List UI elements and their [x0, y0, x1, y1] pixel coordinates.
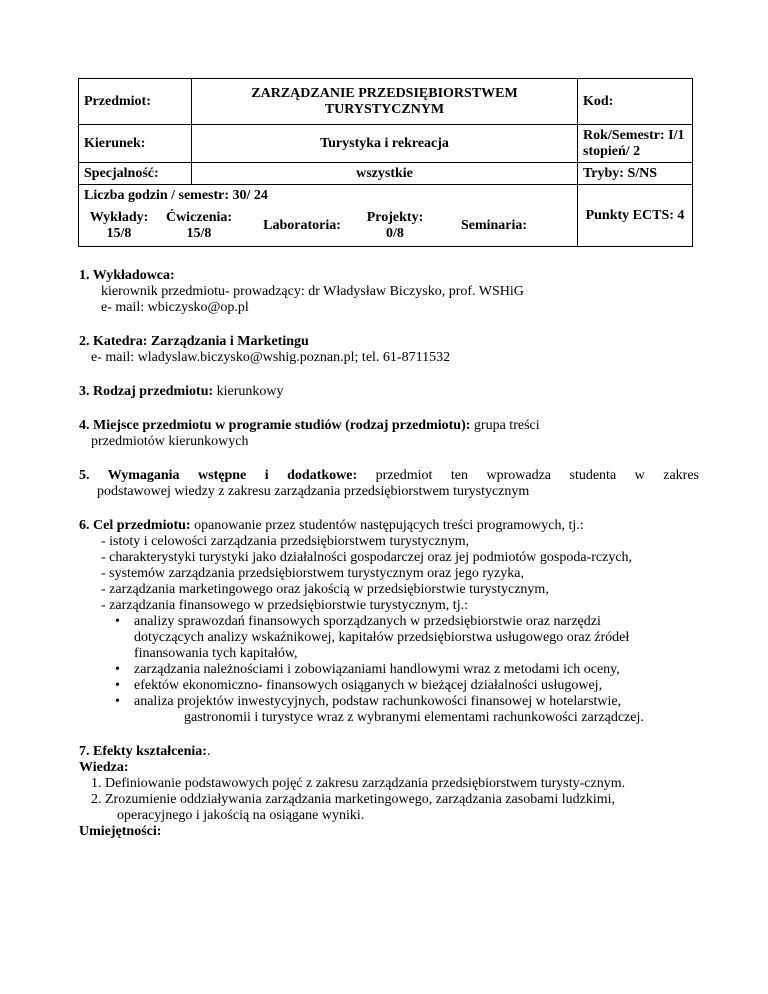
section-1-title: 1. Wykładowca:: [79, 268, 175, 283]
section-3-rodzaj: [79, 384, 699, 400]
bullet-icon: •: [115, 694, 120, 709]
section-6-title: 6. Cel przedmiotu:: [79, 518, 191, 533]
section-2-title: 2. Katedra: Zarządzania i Marketingu: [79, 334, 309, 349]
projekty-block: [361, 210, 429, 242]
ects-points: Punkty ECTS: 4: [578, 185, 693, 247]
wyklady-label: Wykłady:: [89, 210, 149, 226]
section-6-item: - charakterystyki turystyki jako działalności gospodarczej oraz jej podmiotów gospoda-rczych,: [101, 550, 633, 565]
projekty-label: Projekty:: [366, 210, 424, 226]
section-5-line2: podstawowej wiedzy z zakresu zarządzania przedsiębiorstwem turystycznym: [97, 484, 530, 499]
section-5-title: 5. Wymagania wstępne i dodatkowe:: [79, 468, 358, 483]
rok-semestr-line2: stopień/ 2: [583, 143, 641, 159]
section-7-umiejetnosci: Umiejętności:: [79, 824, 162, 839]
section-6-item: - zarządzania marketingowego oraz jakością w przedsiębiorstwie turystycznym,: [101, 582, 549, 597]
section-5-text: przedmiot ten wprowadza studenta w zakres: [357, 468, 700, 483]
section-6-bullet: [79, 662, 699, 678]
section-1-line2: e- mail: wbiczysko@op.pl: [101, 300, 249, 315]
wyklady-block: [83, 210, 155, 242]
bullet-icon: •: [115, 614, 120, 629]
section-5-wymagania: [79, 468, 699, 500]
przedmiot-label: Przedmiot:: [79, 79, 192, 125]
hours-breakdown: [79, 207, 578, 247]
section-6-item: - zarządzania finansowego w przedsiębiorstwie turystycznym, tj.:: [101, 598, 468, 613]
section-2-katedra: [79, 334, 699, 366]
section-6-bullet: [79, 678, 699, 694]
liczba-godzin: Liczba godzin / semestr: 30/ 24: [79, 185, 578, 207]
section-2-line1: e- mail: wladyslaw.biczysko@wshig.poznan.pl; tel. 61-8711532: [91, 350, 451, 365]
projekty-value: 0/8: [386, 226, 404, 242]
section-7-item: 1. Definiowanie podstawowych pojęć z zakresu zarządzania przedsiębiorstwem turysty-cznym.: [91, 776, 626, 791]
section-4-title: 4. Miejsce przedmiotu w programie studiów (rodzaj przedmiotu):: [79, 418, 471, 433]
cwiczenia-block: [155, 210, 243, 242]
section-6-bullet: [79, 614, 654, 662]
section-7-title: 7. Efekty kształcenia:: [79, 744, 207, 759]
specjalnosc-label: Specjalność:: [79, 163, 192, 185]
przedmiot-value: ZARZĄDZANIE PRZEDSIĘBIORSTWEM TURYSTYCZNYM: [192, 79, 578, 125]
section-4-line2: przedmiotów kierunkowych: [91, 434, 249, 449]
section-6-item: - istoty i celowości zarządzania przedsiębiorstwem turystycznym,: [101, 534, 470, 549]
kierunek-value: Turystyka i rekreacja: [192, 125, 578, 163]
section-3-title: 3. Rodzaj przedmiotu:: [79, 384, 214, 399]
section-6-cel: [79, 518, 699, 726]
section-7-item: 2. Zrozumienie oddziaływania zarządzania marketingowego, zarządzania zasobami ludzkimi, operacyjnego i jakością na osiągane wyniki.: [91, 792, 615, 823]
cwiczenia-value: 15/8: [186, 226, 212, 242]
rok-semestr-line1: Rok/Semestr: I/1: [583, 127, 685, 143]
cwiczenia-label: Ćwiczenia:: [165, 210, 233, 226]
seminaria-label: Seminaria:: [460, 218, 528, 234]
section-6-bullet: [79, 694, 699, 710]
laboratoria-label: Laboratoria:: [263, 218, 341, 234]
section-3-text: kierunkowy: [213, 384, 284, 399]
section-7-title-tail: .: [206, 744, 211, 759]
section-6-bullet-text: analizy sprawozdań finansowych sporządzanych w przedsiębiorstwie oraz narzędzi dotyczących analizy wskaźnikowej, kapitałów przedsiębiorstwa usługowego oraz źródeł finansowania tych kapitałów,: [134, 614, 630, 661]
section-6-bullet-text: analiza projektów inwestycyjnych, podstaw rachunkowości finansowej w hotelarstwie,: [134, 694, 622, 709]
rok-semestr-cell: [578, 125, 693, 163]
wyklady-value: 15/8: [106, 226, 132, 242]
section-4-miejsce: [79, 418, 699, 450]
syllabus-content: [79, 268, 699, 848]
section-6-item: - systemów zarządzania przedsiębiorstwem turystycznym oraz jego ryzyka,: [101, 566, 524, 581]
kierunek-label: Kierunek:: [79, 125, 192, 163]
section-4-text: grupa treści: [470, 418, 540, 433]
tryby-value: Tryby: S/NS: [578, 163, 693, 185]
section-1-wykladowca: [79, 268, 699, 316]
section-6-bullet-text: zarządzania należnościami i zobowiązaniami handlowymi wraz z metodami ich oceny,: [134, 662, 620, 677]
kod-label: Kod:: [578, 79, 693, 125]
section-7-wiedza: Wiedza:: [79, 760, 129, 775]
bullet-icon: •: [115, 678, 120, 693]
course-header-table: [78, 78, 693, 247]
specjalnosc-value: wszystkie: [192, 163, 578, 185]
section-6-bullet-text: efektów ekonomiczno- finansowych osiąganych w bieżącej działalności usługowej,: [134, 678, 603, 693]
bullet-icon: •: [115, 662, 120, 677]
section-6-text: opanowanie przez studentów następujących treści programowych, tj.:: [190, 518, 584, 533]
section-1-line1: kierownik przedmiotu- prowadzący: dr Władysław Biczysko, prof. WSHiG: [101, 284, 524, 299]
section-7-efekty: [79, 744, 699, 840]
section-6-bullet-continuation: gastronomii i turystyce wraz z wybranymi elementami rachunkowości zarządczej.: [184, 710, 644, 725]
